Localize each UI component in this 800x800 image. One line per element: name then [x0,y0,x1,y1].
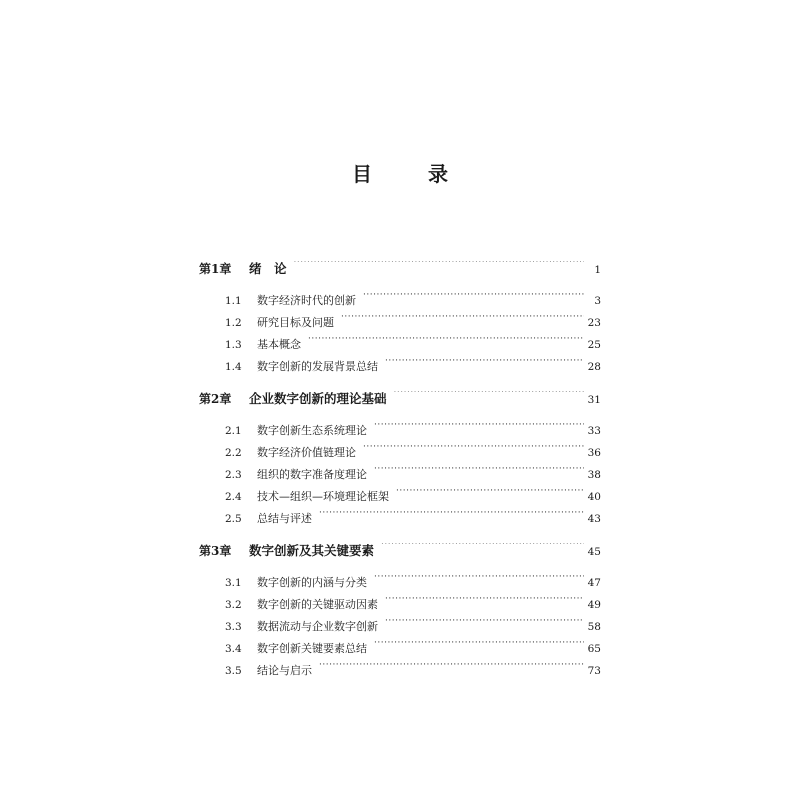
dot-leader [319,663,584,675]
dot-leader [341,315,584,327]
toc-section-3-2[interactable] [199,594,601,616]
toc-section-1-4[interactable] [199,356,601,378]
page-number: 28 [587,361,601,373]
section-title: 数字创新的关键驱动因素 [257,598,378,611]
dot-leader [385,619,584,631]
dot-leader [374,575,584,587]
chapter-title: 企业数字创新的理论基础 [249,391,387,406]
toc-chapter-2[interactable] [199,386,601,412]
page-number: 3 [594,295,601,307]
page-number: 31 [587,394,601,406]
page-number: 36 [587,447,601,459]
page-number: 49 [587,599,601,611]
section-title: 数字创新的内涵与分类 [257,576,367,589]
dot-leader [363,445,584,457]
page-number: 43 [587,513,601,525]
toc-section-1-2[interactable] [199,312,601,334]
section-title: 数据流动与企业数字创新 [257,620,378,633]
toc-section-3-3[interactable] [199,616,601,638]
dot-leader [294,261,584,274]
toc-chapter-1[interactable] [199,256,601,282]
section-number: 1.4 [225,361,242,373]
page-number: 33 [587,425,601,437]
section-number: 1.3 [225,339,242,351]
section-title: 数字创新的发展背景总结 [257,360,378,373]
page-number: 47 [587,577,601,589]
page-number: 65 [587,643,601,655]
toc-section-1-1[interactable] [199,290,601,312]
section-number: 3.5 [225,665,242,677]
page-number: 40 [587,491,601,503]
toc-section-3-4[interactable] [199,638,601,660]
section-title: 技术—组织—环境理论框架 [257,490,389,503]
toc-section-2-1[interactable] [199,420,601,442]
dot-leader [374,641,584,653]
toc-section-1-3[interactable] [199,334,601,356]
chapter-number: 第1章 [199,262,232,276]
page-number: 1 [594,264,601,276]
chapter-number: 第2章 [199,392,232,406]
dot-leader [374,423,584,435]
toc-section-2-5[interactable] [199,508,601,530]
section-title: 数字经济价值链理论 [257,446,356,459]
section-number: 3.2 [225,599,242,611]
section-number: 3.1 [225,577,242,589]
section-number: 2.2 [225,447,242,459]
section-title: 组织的数字准备度理论 [257,468,367,481]
section-title: 数字经济时代的创新 [257,294,356,307]
section-number: 2.1 [225,425,242,437]
section-title: 研究目标及问题 [257,316,334,329]
toc-section-2-4[interactable] [199,486,601,508]
toc-section-3-5[interactable] [199,660,601,682]
dot-leader [374,467,584,479]
section-title: 总结与评述 [257,512,312,525]
section-number: 2.4 [225,491,242,503]
toc-section-2-3[interactable] [199,464,601,486]
dot-leader [396,489,584,501]
dot-leader [319,511,584,523]
toc-chapter-3[interactable] [199,538,601,564]
section-number: 1.1 [225,295,242,307]
chapter-number: 第3章 [199,544,232,558]
dot-leader [381,543,584,556]
chapter-title: 数字创新及其关键要素 [249,543,375,558]
toc-section-3-1[interactable] [199,572,601,594]
page-number: 73 [587,665,601,677]
dot-leader [385,597,584,609]
section-number: 2.5 [225,513,242,525]
dot-leader [363,293,584,305]
section-title: 基本概念 [257,338,301,351]
page-number: 25 [587,339,601,351]
toc-section-2-2[interactable] [199,442,601,464]
section-number: 3.3 [225,621,242,633]
page-number: 58 [587,621,601,633]
dot-leader [385,359,584,371]
table-of-contents [199,256,601,682]
dot-leader [308,337,584,349]
section-title: 数字创新关键要素总结 [257,642,367,655]
page-number: 38 [587,469,601,481]
section-title: 结论与启示 [257,664,312,677]
toc-title: 目 录 [352,162,466,186]
section-number: 3.4 [225,643,242,655]
page-number: 45 [587,546,601,558]
section-number: 2.3 [225,469,242,481]
section-number: 1.2 [225,317,242,329]
page-number: 23 [587,317,601,329]
dot-leader [394,391,584,404]
chapter-title: 绪 论 [249,261,287,276]
section-title: 数字创新生态系统理论 [257,424,367,437]
